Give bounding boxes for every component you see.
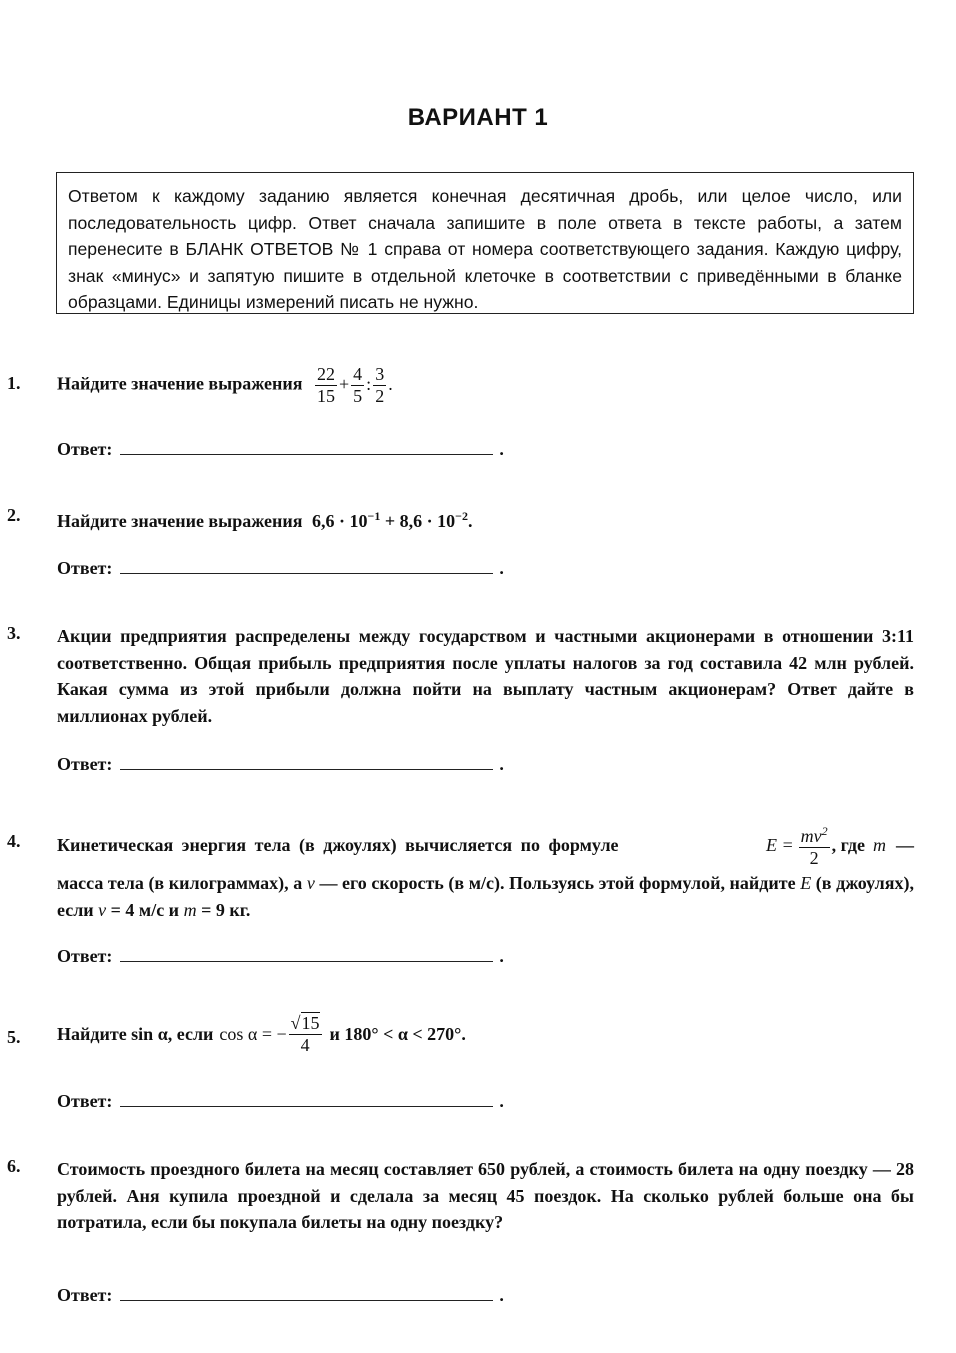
task-text: Акции предприятия распределены между государством и частными акционерами в отношении 3:11 соответственно. Общая прибыль предприятия после уплаты налогов за год составила 42 млн рублей. Какая сумма из этой прибыли должна пойти на выплату частным акционерам? Ответ дайте в миллионах рублей. — [57, 626, 914, 726]
task-text — [57, 503, 914, 535]
task-expression: $\frac{22}{15}$ + $\frac{4}{5}$ : $\frac{3}{2}$ . — [317, 364, 393, 406]
task-text: Найдите sin α, если cos α = − $\frac{√15}{4}$ и 180° < α < 270°. — [57, 1013, 466, 1055]
task-text-rest: масса тела (в килограммах), а v — его скорость (в м/с). Пользуясь этой формулой, найдите E (в джоулях), если v = 4 м/с и m = 9 кг. — [57, 873, 915, 920]
fraction: $\frac{mv^2}{2}$ — [800, 824, 828, 868]
answer-label: Ответ: — [57, 558, 113, 578]
answer-field[interactable] — [57, 943, 504, 967]
answer-end: . — [499, 558, 504, 578]
answer-line[interactable] — [120, 751, 493, 770]
fraction: $\frac{22}{15}$ — [317, 364, 336, 406]
task-number: 1. — [7, 373, 21, 393]
answer-field[interactable] — [57, 436, 504, 460]
page-title: ВАРИАНТ 1 — [407, 104, 549, 131]
task-number: 2. — [7, 505, 21, 525]
fraction: $\frac{√15}{4}$ — [290, 1013, 320, 1055]
task-prompt: Кинетическая энергия тела (в джоулях) вычисляется по формуле — [57, 834, 619, 855]
answer-label: Ответ: — [57, 1285, 113, 1305]
answer-end: . — [499, 1091, 504, 1111]
answer-label: Ответ: — [57, 439, 113, 459]
task-text — [57, 365, 914, 406]
task-expression: $6,6 \cdot 10^{-1} + 8,6 \cdot 10^{-2}$. — [312, 509, 473, 531]
answer-line[interactable] — [120, 436, 493, 455]
answer-end: . — [499, 439, 504, 459]
answer-line[interactable] — [120, 1088, 493, 1107]
task-number: 5. — [7, 1027, 21, 1047]
task-text-line-1 — [57, 822, 914, 868]
task-number: 4. — [7, 831, 21, 851]
answer-field[interactable] — [57, 555, 504, 579]
answer-line[interactable] — [120, 1282, 493, 1301]
answer-field[interactable] — [57, 1282, 504, 1306]
task-text: Стоимость проездного билета на месяц составляет 650 рублей, а стоимость билета на одну поездку — 28 рублей. Аня купила проездной и сделала за месяц 45 поездок. На сколько рублей больше она бы потратила, если бы покупала билеты на одну поездку? — [57, 1159, 914, 1232]
task-number: 6. — [7, 1156, 21, 1176]
answer-label: Ответ: — [57, 946, 113, 966]
instructions-box: Ответом к каждому заданию является конечная десятичная дробь, или целое число, или последовательность цифр. Ответ сначала запишите в поле ответа в тексте работы, а затем перенесите в БЛАНК ОТВЕТОВ № 1 справа от номера соответствующего задания. Каждую цифру, знак «минус» и запятую пишите в отдельной клеточке в соответствии с приведёнными в бланке образцами. Единицы измерений писать не нужно. — [56, 172, 914, 314]
fraction: $\frac{3}{2}$ — [375, 364, 385, 406]
answer-end: . — [499, 946, 504, 966]
fraction: $\frac{4}{5}$ — [353, 364, 363, 406]
answer-label: Ответ: — [57, 1091, 113, 1111]
answer-field[interactable] — [57, 1088, 504, 1112]
formula: E = $\frac{mv^2}{2}$ , где m — — [765, 824, 914, 868]
task-prompt: Найдите значение выражения — [57, 511, 303, 531]
answer-field[interactable] — [57, 751, 504, 775]
answer-label: Ответ: — [57, 754, 113, 774]
answer-line[interactable] — [120, 943, 493, 962]
task-number: 3. — [7, 623, 21, 643]
answer-line[interactable] — [120, 555, 493, 574]
task-prompt: Найдите значение выражения — [57, 373, 303, 394]
answer-end: . — [499, 754, 504, 774]
answer-end: . — [499, 1285, 504, 1305]
